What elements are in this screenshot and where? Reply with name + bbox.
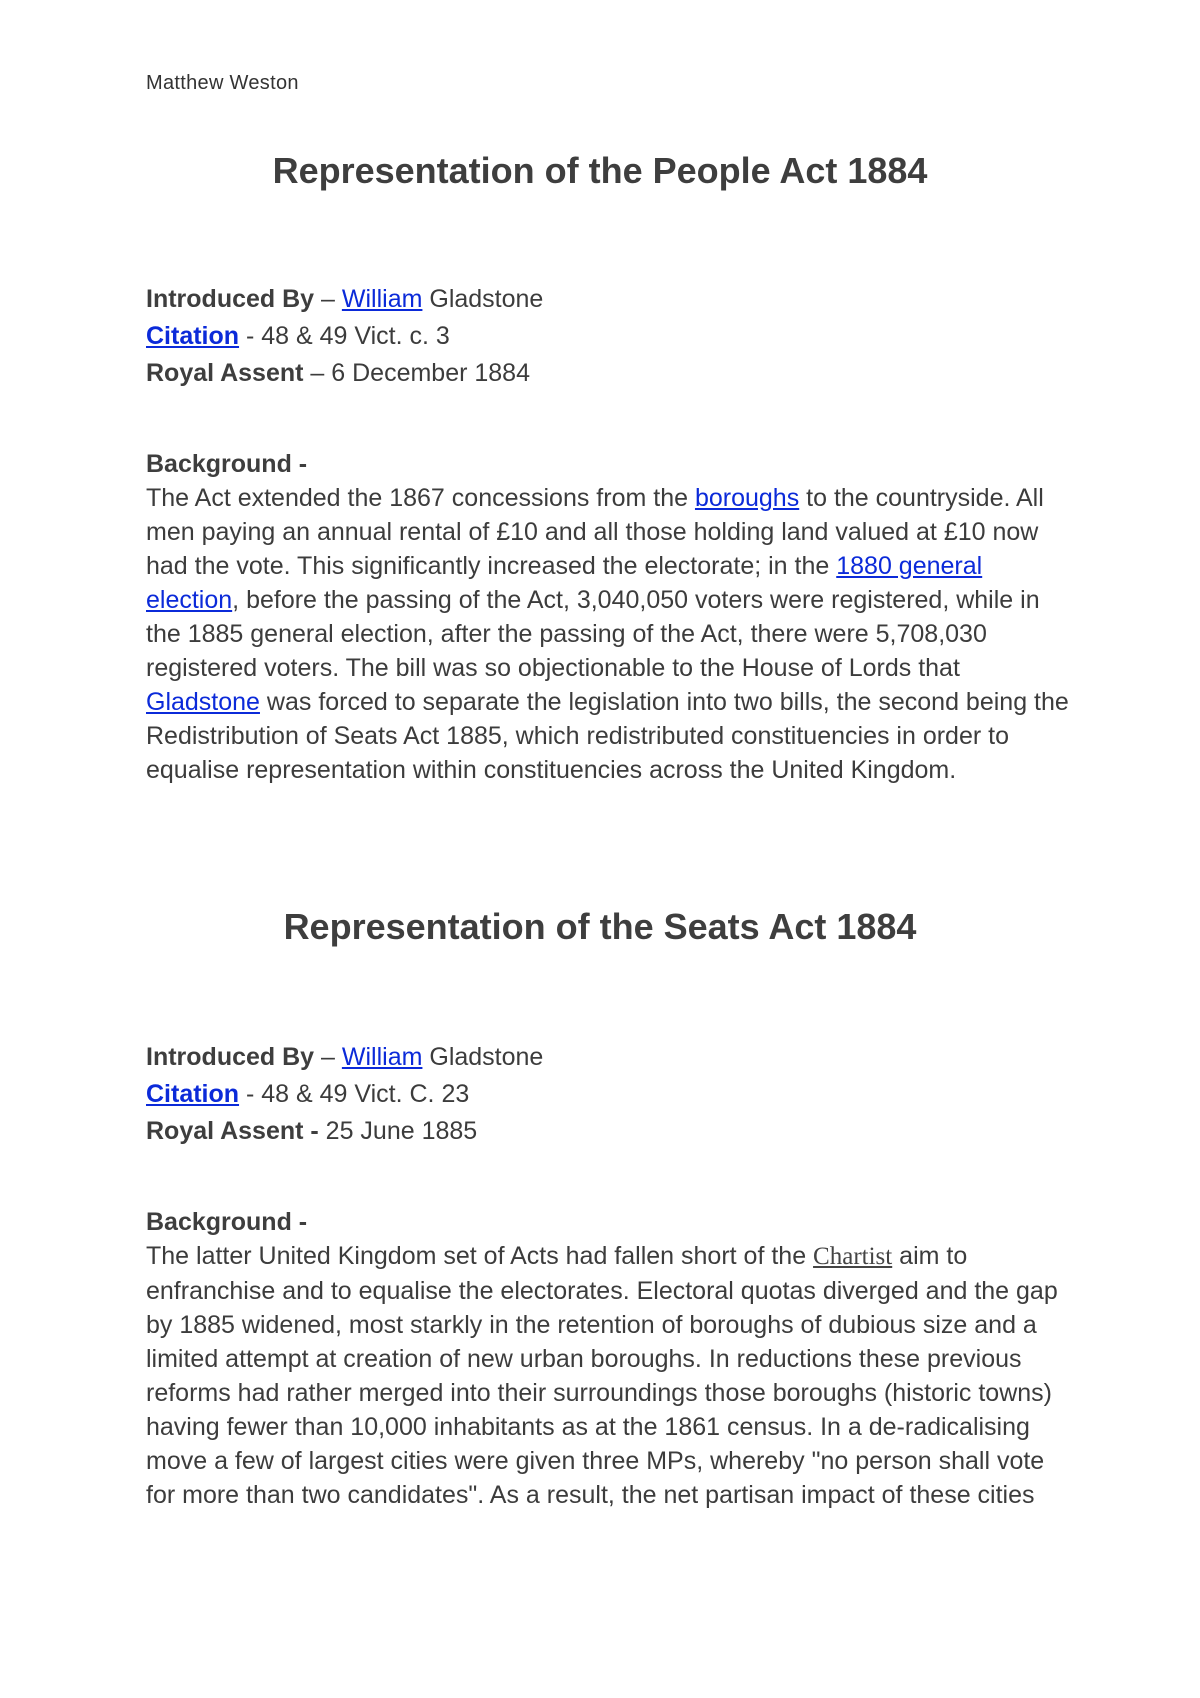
act2-citation-rest: - 48 & 49 Vict. C. 23 bbox=[239, 1080, 470, 1108]
act2-assent-rest: 25 June 1885 bbox=[318, 1117, 478, 1145]
act2-title: Representation of the Seats Act 1884 bbox=[283, 906, 917, 947]
act1-citation-line bbox=[146, 318, 543, 355]
act2-bg-text-1: The latter United Kingdom set of Acts had fallen short of the bbox=[146, 1242, 814, 1270]
author-name: Matthew Weston bbox=[146, 72, 299, 94]
act2-citation-line bbox=[146, 1076, 543, 1113]
act2-william-link[interactable]: William bbox=[341, 1043, 423, 1071]
act2-citation-link[interactable]: Citation bbox=[146, 1080, 240, 1108]
act2-background-heading: Background - bbox=[146, 1208, 308, 1236]
act1-background bbox=[146, 447, 1076, 787]
act1-assent-label: Royal Assent bbox=[146, 359, 304, 387]
act1-assent-rest: – 6 December 1884 bbox=[303, 359, 530, 387]
act2-bg-text-2: aim to enfranchise and to equalise the electorates. Electoral quotas diverged and the gap by 1885 widened, most starkly in the retention of boroughs of dubious size and a limited attempt at creation of new urban boroughs. In reductions these previous reforms had rather merged into their surroundings those boroughs (historic towns) having fewer than 10,000 inhabitants as at the 1861 census. In a de-radicalising move a few of largest cities were given three MPs, whereby "no person shall vote for more than two candidates". As a result, the net partisan impact of these cities bbox=[146, 1242, 1058, 1509]
act1-bg-text-1: The Act extended the 1867 concessions from the bbox=[146, 484, 695, 512]
act2-introduced-rest: Gladstone bbox=[422, 1043, 544, 1071]
act2-introduced-line bbox=[146, 1039, 543, 1076]
act2-meta bbox=[146, 1039, 543, 1150]
act1-introduced-label: Introduced By bbox=[146, 285, 315, 313]
act2-background-text bbox=[146, 1239, 1076, 1512]
general-election-1880-link[interactable]: 1880 general election bbox=[146, 552, 983, 614]
act1-meta bbox=[146, 281, 543, 392]
act1-background-heading: Background - bbox=[146, 450, 308, 478]
boroughs-link[interactable]: boroughs bbox=[694, 484, 800, 512]
act1-introduced-sep: – bbox=[314, 285, 342, 313]
act1-title: Representation of the People Act 1884 bbox=[272, 150, 928, 191]
act2-introduced-label: Introduced By bbox=[146, 1043, 315, 1071]
act2-background bbox=[146, 1205, 1076, 1512]
act1-bg-text-4: was forced to separate the legislation into two bills, the second being the Redistribution of Seats Act 1885, which redistributed constituencies in order to equalise representation within constituencies across the United Kingdom. bbox=[146, 688, 1069, 784]
act1-introduced-line bbox=[146, 281, 543, 318]
act2-assent-label: Royal Assent - bbox=[146, 1117, 319, 1145]
act2-introduced-sep: – bbox=[314, 1043, 342, 1071]
act1-background-text bbox=[146, 481, 1076, 787]
act1-introduced-rest: Gladstone bbox=[422, 285, 544, 313]
chartist-link[interactable]: Chartist bbox=[813, 1243, 893, 1270]
act2-assent-line bbox=[146, 1113, 543, 1150]
act1-assent-line bbox=[146, 355, 543, 392]
act1-bg-text-2: to the countryside. All men paying an annual rental of £10 and all those holding land valued at £10 now had the vote. This significantly increased the electorate; in the bbox=[146, 484, 1044, 580]
act1-william-link[interactable]: William bbox=[341, 285, 423, 313]
act1-citation-rest: - 48 & 49 Vict. c. 3 bbox=[239, 322, 450, 350]
act1-bg-text-3: , before the passing of the Act, 3,040,050 voters were registered, while in the 1885 general election, after the passing of the Act, there were 5,708,030 registered voters. The bill was so objectionable to the House of Lords that bbox=[146, 586, 1040, 682]
act1-citation-link[interactable]: Citation bbox=[146, 322, 240, 350]
gladstone-link[interactable]: Gladstone bbox=[146, 688, 260, 716]
